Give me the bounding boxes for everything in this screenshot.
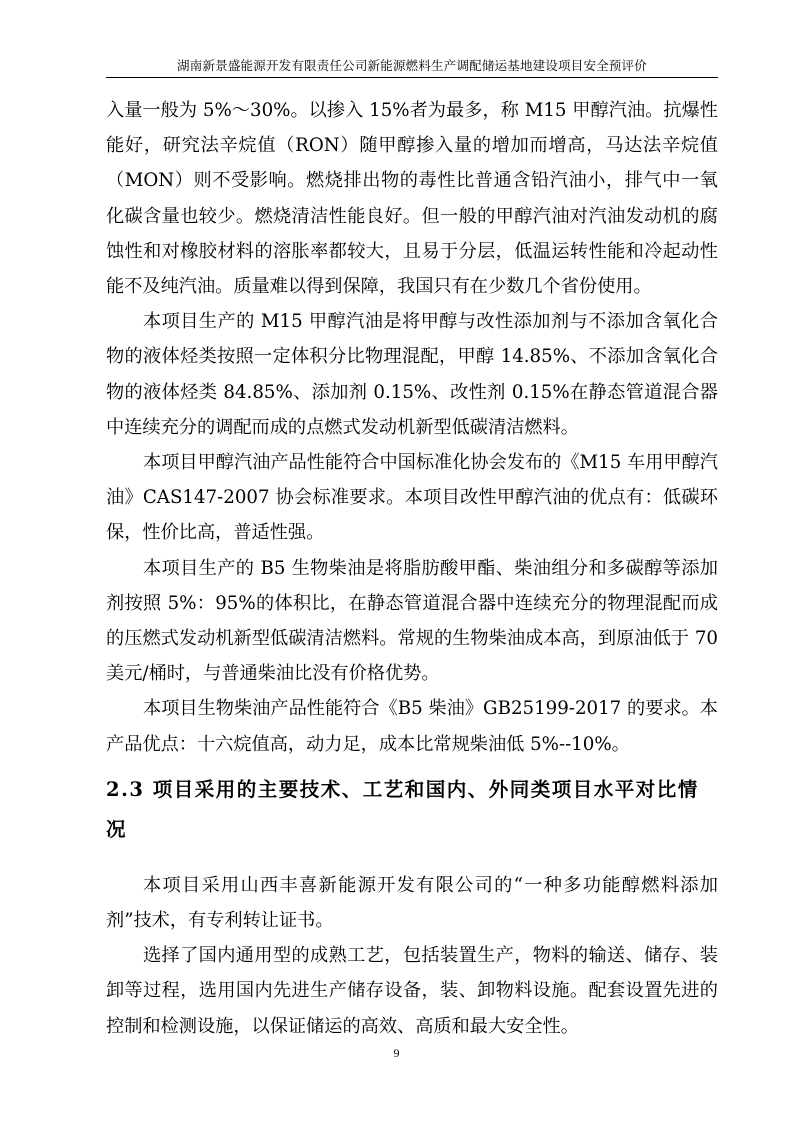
section-heading: 2.3 项目采用的主要技术、工艺和国内、外同类项目水平对比情况	[106, 777, 699, 841]
paragraph-methanol-overview: 入量一般为 5%～30%。以掺入 15%者为最多，称 M15 甲醇汽油。抗爆性能好，研究法辛烷值（RON）随甲醇掺入量的增加而增高，马达法辛烷值（MON）则不受影响。燃烧排出物的毒性比普通含铅汽油小，排气中一氧化碳含量也较少。燃烧清洁性能良好。但一般的甲醇汽油对汽油发动机的腐蚀性和对橡胶材料的溶胀率都较大，且易于分层，低温运转性能和冷起动性能不及纯汽油。质量难以得到保障，我国只有在少数几个省份使用。	[106, 100, 718, 298]
paragraph-b5-standard: 本项目生物柴油产品性能符合《B5 柴油》GB25199-2017 的要求。本产品优点：十六烷值高，动力足，成本比常规柴油低 5%--10%。	[106, 698, 718, 755]
paragraph-technology: 本项目采用山西丰喜新能源开发有限公司的“一种多功能醇燃料添加剂”技术，有专利转让证书。	[106, 874, 718, 932]
paragraph-b5-production: 本项目生产的 B5 生物柴油是将脂肪酸甲酯、柴油组分和多碳醇等添加剂按照 5%：95%的体积比，在静态管道混合器中连续充分的物理混配而成的压燃式发动机新型低碳清洁燃料。常规的生物柴油成本高，到原油低于 70 美元/桶时，与普通柴油比没有价格优势。	[106, 557, 718, 685]
paragraph-process: 选择了国内通用型的成熟工艺，包括装置生产，物料的输送、储存、装卸等过程，选用国内先进生产储存设备，装、卸物料设施。配套设置先进的控制和检测设施，以保证储运的高效、高质和最大安全性。	[106, 945, 718, 1037]
paragraph-m15-production: 本项目生产的 M15 甲醇汽油是将甲醇与改性添加剂与不添加含氧化合物的液体烃类按照一定体积分比物理混配，甲醇 14.85%、不添加含氧化合物的液体烃类 84.85%、添加剂 0.15%、改性剂 0.15%在静态管道混合器中连续充分的调配而成的点燃式发动机新型低碳清洁燃料。	[106, 311, 718, 438]
paragraph-m15-standard: 本项目甲醇汽油产品性能符合中国标准化协会发布的《M15 车用甲醇汽油》CAS147-2007 协会标准要求。本项目改性甲醇汽油的优点有：低碳环保，性价比高，普适性强。	[106, 452, 718, 544]
page-number: 9	[393, 1046, 400, 1060]
page-header: 湖南新景盛能源开发有限责任公司新能源燃料生产调配储运基地建设项目安全预评价	[177, 58, 647, 73]
document-body	[106, 93, 718, 1044]
header-rule	[106, 77, 718, 78]
